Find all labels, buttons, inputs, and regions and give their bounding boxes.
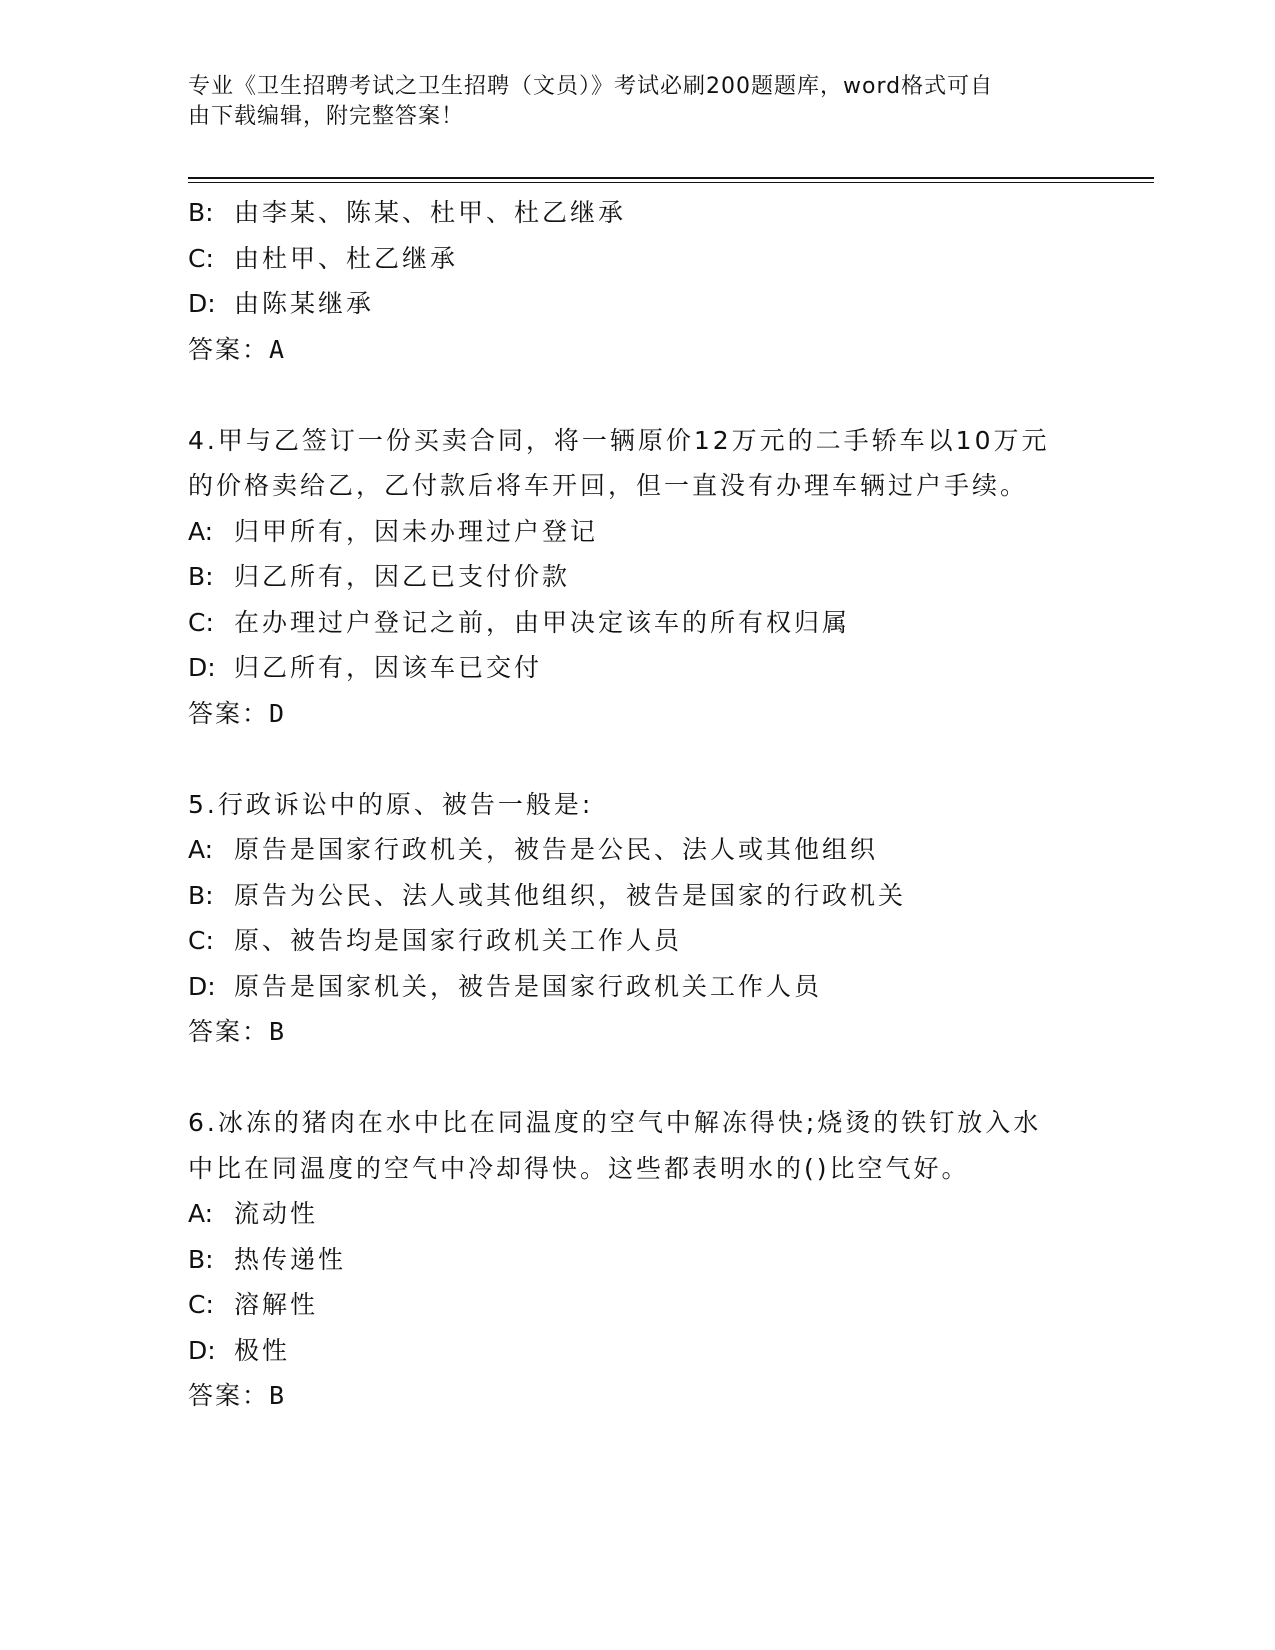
option-text: 原、被告均是国家行政机关工作人员 bbox=[234, 926, 683, 955]
option-a bbox=[188, 1191, 1088, 1237]
question-6 bbox=[188, 1100, 1088, 1419]
option-b bbox=[188, 873, 1088, 919]
option-prefix: D: bbox=[188, 289, 216, 318]
option-text: 由李某、陈某、杜甲、杜乙继承 bbox=[234, 198, 627, 227]
option-text: 溶解性 bbox=[234, 1290, 319, 1319]
option-b bbox=[188, 554, 1088, 600]
answer-value: A bbox=[269, 334, 286, 364]
option-c bbox=[188, 600, 1088, 646]
answer-value: B bbox=[269, 1381, 286, 1410]
option-prefix: A: bbox=[188, 835, 214, 864]
option-d bbox=[188, 645, 1088, 691]
option-text: 原告为公民、法人或其他组织，被告是国家的行政机关 bbox=[234, 880, 907, 910]
option-text: 归甲所有，因未办理过户登记 bbox=[234, 516, 599, 546]
option-a bbox=[188, 509, 1088, 555]
question-gap bbox=[188, 1055, 1088, 1101]
option-text: 热传递性 bbox=[234, 1244, 347, 1274]
option-prefix: D: bbox=[188, 1335, 216, 1365]
header-divider-thin bbox=[188, 182, 1154, 183]
option-prefix: D: bbox=[188, 653, 216, 682]
option-text: 由杜甲、杜乙继承 bbox=[234, 243, 459, 273]
option-text: 原告是国家行政机关，被告是公民、法人或其他组织 bbox=[234, 835, 879, 864]
option-d bbox=[188, 1328, 1088, 1374]
question-stem: 6.冰冻的猪肉在水中比在同温度的空气中解冻得快;烧烫的铁钉放入水中比在同温度的空气中冷却得快。这些都表明水的()比空气好。 bbox=[188, 1108, 1042, 1183]
answer-label: 答案： bbox=[188, 334, 270, 364]
answer-line bbox=[188, 691, 1088, 737]
answer-value: B bbox=[269, 1017, 286, 1046]
option-prefix: A: bbox=[188, 1199, 214, 1228]
answer-line bbox=[188, 327, 1088, 373]
option-prefix: A: bbox=[188, 516, 214, 546]
header-divider-thick bbox=[188, 177, 1154, 179]
answer-label: 答案： bbox=[188, 698, 270, 728]
option-b bbox=[188, 190, 1088, 236]
question-3-tail bbox=[188, 190, 1088, 372]
option-prefix: B: bbox=[188, 1244, 214, 1274]
option-text: 流动性 bbox=[234, 1199, 319, 1228]
option-prefix: B: bbox=[188, 562, 214, 591]
option-d bbox=[188, 964, 1088, 1010]
option-c bbox=[188, 236, 1088, 282]
question-gap bbox=[188, 372, 1088, 418]
option-c bbox=[188, 918, 1088, 964]
question-gap bbox=[188, 736, 1088, 782]
option-prefix: B: bbox=[188, 880, 214, 910]
option-prefix: C: bbox=[188, 607, 214, 637]
answer-label: 答案： bbox=[188, 1017, 270, 1046]
answer-value: D bbox=[269, 698, 286, 728]
question-5 bbox=[188, 782, 1088, 1055]
option-text: 极性 bbox=[234, 1335, 291, 1365]
option-prefix: C: bbox=[188, 243, 214, 273]
option-prefix: C: bbox=[188, 1290, 214, 1319]
option-d bbox=[188, 281, 1088, 327]
option-c bbox=[188, 1282, 1088, 1328]
document-header bbox=[188, 72, 1068, 132]
answer-label: 答案： bbox=[188, 1381, 270, 1410]
option-text: 在办理过户登记之前，由甲决定该车的所有权归属 bbox=[234, 607, 851, 637]
question-stem: 5.行政诉讼中的原、被告一般是: bbox=[188, 789, 594, 819]
header-line-2: 由下载编辑，附完整答案！ bbox=[188, 104, 465, 129]
option-text: 归乙所有，因该车已交付 bbox=[234, 653, 543, 682]
option-prefix: C: bbox=[188, 926, 214, 955]
header-line-1: 专业《卫生招聘考试之卫生招聘（文员）》考试必刷200题题库，word格式可自 bbox=[188, 74, 994, 99]
option-a bbox=[188, 827, 1088, 873]
option-text: 由陈某继承 bbox=[234, 289, 375, 318]
option-b bbox=[188, 1237, 1088, 1283]
question-list bbox=[188, 190, 1088, 1419]
option-prefix: B: bbox=[188, 198, 214, 227]
option-prefix: D: bbox=[188, 971, 216, 1001]
question-stem: 4.甲与乙签订一份买卖合同，将一辆原价12万元的二手轿车以10万元的价格卖给乙，乙付款后将车开回，但一直没有办理车辆过户手续。 bbox=[188, 425, 1050, 500]
answer-line bbox=[188, 1009, 1088, 1055]
question-4 bbox=[188, 418, 1088, 737]
answer-line bbox=[188, 1373, 1088, 1419]
option-text: 原告是国家机关，被告是国家行政机关工作人员 bbox=[234, 971, 823, 1001]
option-text: 归乙所有，因乙已支付价款 bbox=[234, 562, 571, 591]
